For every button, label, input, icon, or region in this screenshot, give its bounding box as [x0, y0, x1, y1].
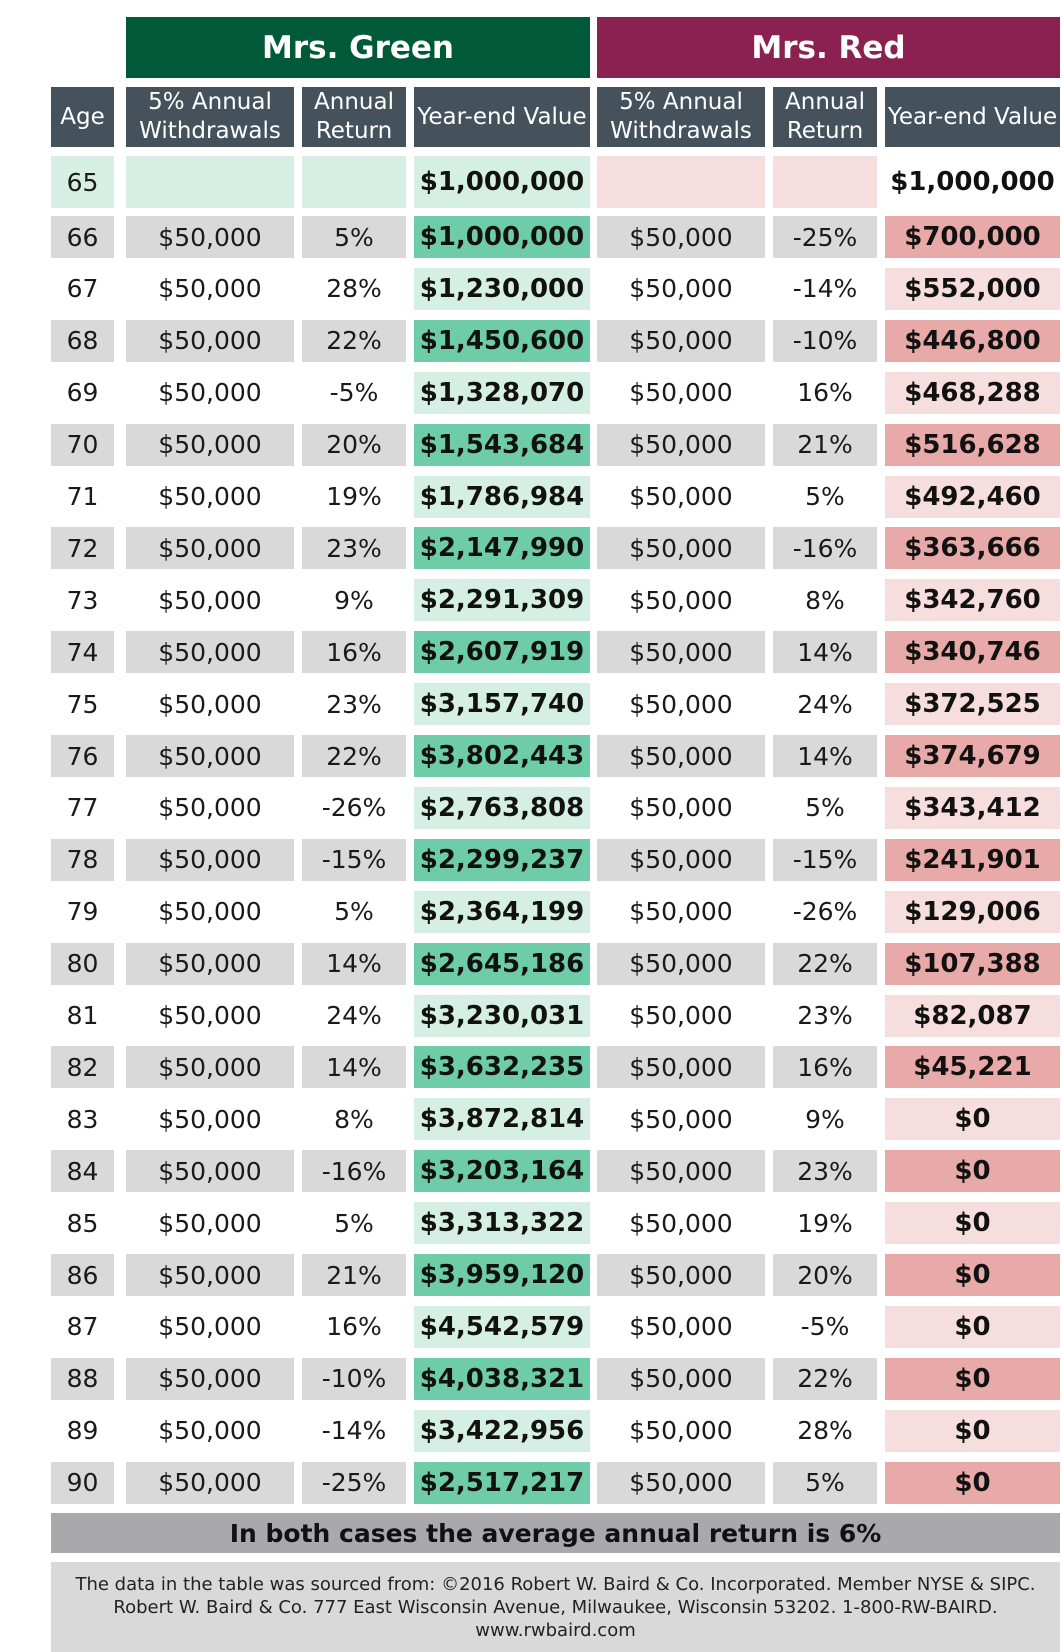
age-cell: 66	[51, 216, 114, 258]
green-return-cell: 28%	[326, 274, 382, 304]
green-withdrawal-cell: $50,000	[158, 1208, 262, 1238]
green-value-cell: $2,291,309	[414, 579, 590, 621]
red-withdrawal-cell: $50,000	[629, 1208, 733, 1238]
red-return-cell: 16%	[797, 378, 853, 408]
red-return-cell: 5%	[773, 1462, 877, 1504]
age-cell: 74	[51, 631, 114, 673]
red-return-cell: -15%	[773, 839, 877, 881]
red-value-cell: $1,000,000	[885, 156, 1060, 208]
red-value-cell: $342,760	[885, 579, 1060, 621]
red-value-cell: $241,901	[885, 839, 1060, 881]
green-return-cell	[302, 156, 406, 208]
green-return-cell: 14%	[302, 1046, 406, 1088]
red-return-cell: -25%	[773, 216, 877, 258]
green-withdrawal-cell: $50,000	[158, 274, 262, 304]
red-value-cell: $492,460	[885, 476, 1060, 518]
green-return-cell: 9%	[334, 585, 374, 615]
red-value-cell: $0	[885, 1410, 1060, 1452]
red-withdrawal-cell: $50,000	[597, 1358, 765, 1400]
red-return-cell: 20%	[773, 1254, 877, 1296]
red-withdrawals-header: 5% Annual Withdrawals	[597, 87, 765, 147]
green-withdrawal-cell: $50,000	[126, 320, 294, 362]
green-return-cell: -10%	[302, 1358, 406, 1400]
red-withdrawal-cell: $50,000	[629, 793, 733, 823]
red-value-cell: $0	[885, 1254, 1060, 1296]
green-return-cell: -26%	[321, 793, 387, 823]
green-return-cell: 5%	[334, 1208, 374, 1238]
green-withdrawal-cell: $50,000	[158, 1001, 262, 1030]
red-return-header: Annual Return	[773, 87, 877, 147]
red-return-cell: 16%	[773, 1046, 877, 1088]
red-value-cell: $0	[885, 1306, 1060, 1348]
green-return-cell: 14%	[302, 943, 406, 985]
green-withdrawal-cell	[126, 156, 294, 208]
red-withdrawal-cell: $50,000	[597, 1254, 765, 1296]
red-withdrawal-cell: $50,000	[629, 274, 733, 304]
green-return-cell: -5%	[329, 378, 379, 408]
red-return-cell: -5%	[800, 1312, 850, 1342]
age-cell: 87	[66, 1312, 99, 1342]
green-withdrawal-cell: $50,000	[158, 378, 262, 408]
green-value-cell: $3,802,443	[414, 735, 590, 777]
red-value-cell: $0	[885, 1098, 1060, 1140]
age-cell: 69	[66, 378, 99, 408]
red-return-cell: 22%	[773, 943, 877, 985]
age-cell: 80	[51, 943, 114, 985]
red-value-cell: $516,628	[885, 424, 1060, 466]
red-withdrawal-cell: $50,000	[629, 689, 733, 719]
green-withdrawal-cell: $50,000	[158, 897, 262, 927]
green-return-cell: 23%	[326, 689, 382, 719]
red-withdrawal-cell: $50,000	[629, 1001, 733, 1030]
green-value-cell: $4,038,321	[414, 1358, 590, 1400]
red-withdrawal-cell: $50,000	[597, 424, 765, 466]
green-withdrawal-cell: $50,000	[126, 1046, 294, 1088]
green-withdrawal-cell: $50,000	[126, 839, 294, 881]
green-withdrawal-cell: $50,000	[126, 1358, 294, 1400]
green-value-cell: $3,157,740	[414, 683, 590, 725]
age-cell: 65	[51, 156, 114, 208]
age-cell: 86	[51, 1254, 114, 1296]
green-return-cell: -14%	[321, 1416, 387, 1446]
green-value-cell: $2,763,808	[414, 787, 590, 829]
red-return-cell: 24%	[797, 689, 853, 719]
red-value-cell: $0	[885, 1202, 1060, 1244]
red-withdrawal-cell: $50,000	[597, 943, 765, 985]
green-value-cell: $3,203,164	[414, 1150, 590, 1192]
red-withdrawal-cell: $50,000	[597, 216, 765, 258]
age-cell: 84	[51, 1150, 114, 1192]
age-cell: 77	[66, 793, 99, 823]
green-withdrawal-cell: $50,000	[126, 631, 294, 673]
green-withdrawal-cell: $50,000	[158, 482, 262, 511]
summary-bar: In both cases the average annual return is 6%	[51, 1513, 1060, 1553]
age-cell: 68	[51, 320, 114, 362]
green-withdrawal-cell: $50,000	[126, 1462, 294, 1504]
red-value-cell: $363,666	[885, 527, 1060, 569]
red-value-cell: $552,000	[885, 268, 1060, 310]
red-withdrawal-cell: $50,000	[629, 378, 733, 408]
age-cell: 81	[66, 1001, 99, 1030]
red-return-cell: 5%	[805, 793, 845, 823]
green-withdrawal-cell: $50,000	[126, 1254, 294, 1296]
age-cell: 78	[51, 839, 114, 881]
red-withdrawal-cell: $50,000	[629, 585, 733, 615]
red-withdrawal-cell: $50,000	[597, 1046, 765, 1088]
green-return-cell: 22%	[302, 735, 406, 777]
age-cell: 71	[66, 482, 99, 511]
red-withdrawal-cell: $50,000	[629, 897, 733, 927]
red-value-cell: $374,679	[885, 735, 1060, 777]
green-return-cell: 19%	[326, 482, 382, 511]
green-value-header: Year-end Value	[414, 87, 590, 147]
green-return-cell: -15%	[302, 839, 406, 881]
age-cell: 82	[51, 1046, 114, 1088]
mrs-red-header: Mrs. Red	[597, 17, 1060, 78]
mrs-green-header: Mrs. Green	[126, 17, 590, 78]
green-return-cell: 16%	[326, 1312, 382, 1342]
red-withdrawal-cell: $50,000	[597, 1462, 765, 1504]
red-value-cell: $446,800	[885, 320, 1060, 362]
green-return-cell: 8%	[334, 1104, 374, 1134]
red-withdrawal-cell: $50,000	[629, 1104, 733, 1134]
red-value-header: Year-end Value	[885, 87, 1060, 147]
green-value-cell: $3,872,814	[414, 1098, 590, 1140]
red-return-cell: 8%	[805, 585, 845, 615]
green-value-cell: $1,230,000	[414, 268, 590, 310]
age-cell: 83	[66, 1104, 99, 1134]
red-withdrawal-cell: $50,000	[629, 482, 733, 511]
green-withdrawals-header: 5% Annual Withdrawals	[126, 87, 294, 147]
green-value-cell: $3,313,322	[414, 1202, 590, 1244]
red-return-cell: 14%	[773, 631, 877, 673]
green-withdrawal-cell: $50,000	[158, 585, 262, 615]
green-withdrawal-cell: $50,000	[158, 1312, 262, 1342]
red-value-cell: $0	[885, 1462, 1060, 1504]
green-return-cell: 23%	[302, 527, 406, 569]
age-cell: 79	[66, 897, 99, 927]
green-withdrawal-cell: $50,000	[158, 689, 262, 719]
green-withdrawal-cell: $50,000	[158, 793, 262, 823]
red-return-cell: 14%	[773, 735, 877, 777]
red-withdrawal-cell: $50,000	[629, 1312, 733, 1342]
green-value-cell: $1,000,000	[414, 216, 590, 258]
red-value-cell: $107,388	[885, 943, 1060, 985]
red-value-cell: $45,221	[885, 1046, 1060, 1088]
red-return-cell: 22%	[773, 1358, 877, 1400]
red-value-cell: $468,288	[885, 372, 1060, 414]
green-return-header: Annual Return	[302, 87, 406, 147]
green-value-cell: $3,230,031	[414, 995, 590, 1037]
green-value-cell: $3,422,956	[414, 1410, 590, 1452]
green-value-cell: $1,786,984	[414, 476, 590, 518]
green-return-cell: 21%	[302, 1254, 406, 1296]
red-return-cell	[773, 156, 877, 208]
age-cell: 90	[51, 1462, 114, 1504]
red-value-cell: $700,000	[885, 216, 1060, 258]
green-value-cell: $3,632,235	[414, 1046, 590, 1088]
red-withdrawal-cell: $50,000	[597, 1150, 765, 1192]
red-withdrawal-cell	[597, 156, 765, 208]
red-return-cell: -16%	[773, 527, 877, 569]
age-cell: 72	[51, 527, 114, 569]
green-value-cell: $1,543,684	[414, 424, 590, 466]
green-value-cell: $4,542,579	[414, 1306, 590, 1348]
green-return-cell: 5%	[334, 897, 374, 927]
green-value-cell: $2,607,919	[414, 631, 590, 673]
green-value-cell: $2,147,990	[414, 527, 590, 569]
age-cell: 89	[66, 1416, 99, 1446]
green-return-cell: 5%	[302, 216, 406, 258]
green-value-cell: $2,364,199	[414, 891, 590, 933]
red-return-cell: 23%	[797, 1001, 853, 1030]
green-return-cell: -25%	[302, 1462, 406, 1504]
red-value-cell: $372,525	[885, 683, 1060, 725]
red-withdrawal-cell: $50,000	[597, 839, 765, 881]
source-footnote: The data in the table was sourced from: ©2016 Robert W. Baird & Co. Incorporated. Member NYSE & SIPC. Robert W. Baird & Co. 777 East Wisconsin Avenue, Milwaukee, Wisconsin 53202. 1-800-RW-BAIRD. www.rwbaird.com	[51, 1562, 1060, 1652]
red-value-cell: $343,412	[885, 787, 1060, 829]
age-cell: 70	[51, 424, 114, 466]
green-value-cell: $1,000,000	[414, 156, 590, 208]
age-column-header: Age	[51, 87, 114, 147]
green-value-cell: $3,959,120	[414, 1254, 590, 1296]
age-cell: 85	[66, 1208, 99, 1238]
green-withdrawal-cell: $50,000	[158, 1416, 262, 1446]
red-value-cell: $0	[885, 1358, 1060, 1400]
green-withdrawal-cell: $50,000	[158, 1104, 262, 1134]
red-value-cell: $340,746	[885, 631, 1060, 673]
green-withdrawal-cell: $50,000	[126, 1150, 294, 1192]
red-return-cell: 19%	[797, 1208, 853, 1238]
green-withdrawal-cell: $50,000	[126, 735, 294, 777]
green-return-cell: 20%	[302, 424, 406, 466]
age-cell: 76	[51, 735, 114, 777]
age-cell: 88	[51, 1358, 114, 1400]
age-cell: 67	[66, 274, 99, 304]
green-value-cell: $1,450,600	[414, 320, 590, 362]
red-withdrawal-cell: $50,000	[597, 735, 765, 777]
green-value-cell: $2,645,186	[414, 943, 590, 985]
red-withdrawal-cell: $50,000	[597, 527, 765, 569]
red-return-cell: 23%	[773, 1150, 877, 1192]
red-value-cell: $129,006	[885, 891, 1060, 933]
green-value-cell: $2,299,237	[414, 839, 590, 881]
red-return-cell: 5%	[805, 482, 845, 511]
green-withdrawal-cell: $50,000	[126, 216, 294, 258]
green-return-cell: 16%	[302, 631, 406, 673]
red-return-cell: -10%	[773, 320, 877, 362]
red-return-cell: 21%	[773, 424, 877, 466]
green-value-cell: $2,517,217	[414, 1462, 590, 1504]
green-return-cell: 24%	[326, 1001, 382, 1030]
red-withdrawal-cell: $50,000	[629, 1416, 733, 1446]
red-value-cell: $0	[885, 1150, 1060, 1192]
red-withdrawal-cell: $50,000	[597, 320, 765, 362]
green-value-cell: $1,328,070	[414, 372, 590, 414]
green-withdrawal-cell: $50,000	[126, 943, 294, 985]
red-return-cell: -26%	[792, 897, 858, 927]
red-return-cell: 9%	[805, 1104, 845, 1134]
green-withdrawal-cell: $50,000	[126, 424, 294, 466]
age-cell: 75	[66, 689, 99, 719]
red-return-cell: 28%	[797, 1416, 853, 1446]
red-return-cell: -14%	[792, 274, 858, 304]
age-cell: 73	[66, 585, 99, 615]
green-return-cell: -16%	[302, 1150, 406, 1192]
red-withdrawal-cell: $50,000	[597, 631, 765, 673]
green-return-cell: 22%	[302, 320, 406, 362]
red-value-cell: $82,087	[885, 995, 1060, 1037]
green-withdrawal-cell: $50,000	[126, 527, 294, 569]
